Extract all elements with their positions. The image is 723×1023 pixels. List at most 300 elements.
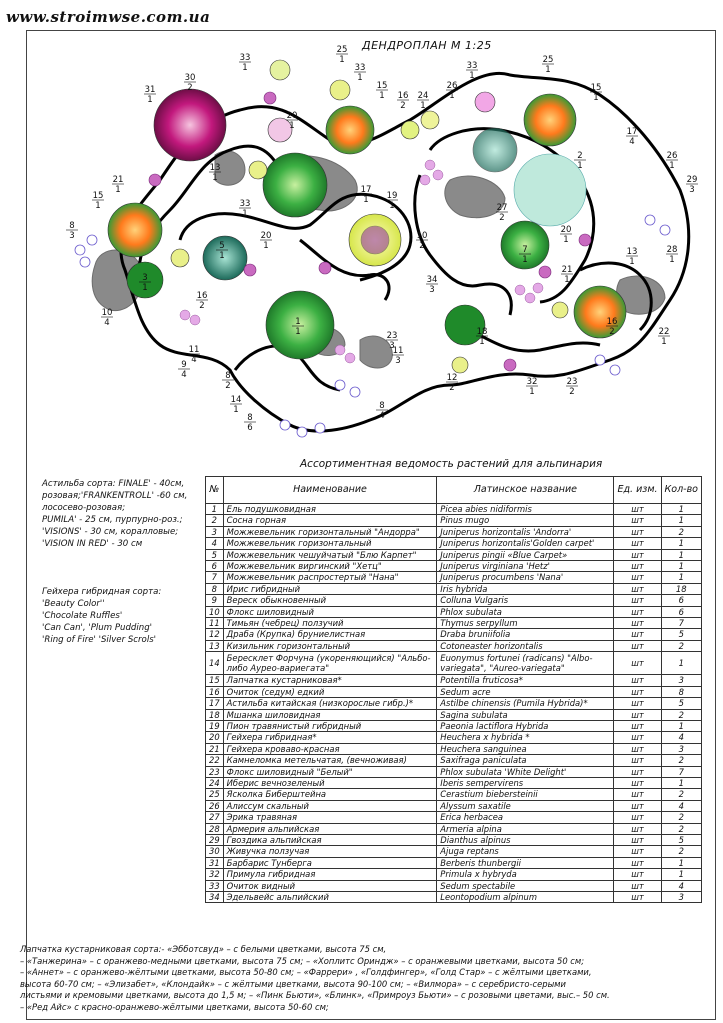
cell-num: 28 — [206, 823, 224, 834]
cell-latin: Iris hybrida — [437, 583, 614, 594]
table-row — [206, 834, 702, 845]
svg-text:4: 4 — [104, 318, 110, 328]
svg-text:3: 3 — [429, 285, 435, 295]
cell-unit: шт — [614, 549, 661, 560]
cell-num: 33 — [206, 880, 224, 891]
cell-qty: 3 — [661, 675, 701, 686]
note-line: лососево-розовая; — [42, 503, 126, 513]
table-row — [206, 640, 702, 651]
svg-text:23: 23 — [386, 331, 398, 341]
cell-num: 29 — [206, 834, 224, 845]
cell-num: 22 — [206, 755, 224, 766]
cell-qty: 1 — [661, 652, 701, 675]
callout-label — [376, 81, 388, 101]
cell-num: 27 — [206, 812, 224, 823]
cell-qty: 7 — [661, 766, 701, 777]
cell-name: Астильба китайская (низкорослые гибр.)* — [223, 698, 437, 709]
cell-qty: 8 — [661, 686, 701, 697]
cell-qty: 5 — [661, 834, 701, 845]
cell-unit: шт — [614, 652, 661, 675]
table-row — [206, 880, 702, 891]
cell-qty: 2 — [661, 709, 701, 720]
svg-text:1: 1 — [289, 121, 295, 131]
svg-text:4: 4 — [629, 137, 635, 147]
table-row — [206, 869, 702, 880]
svg-text:22: 22 — [658, 327, 670, 337]
svg-text:8: 8 — [69, 221, 75, 231]
cell-latin: Armeria alpina — [437, 823, 614, 834]
cell-name: Примула гибридная — [223, 869, 437, 880]
cell-name: Ирис гибридный — [223, 583, 437, 594]
callout-label — [542, 55, 554, 75]
cell-name: Сосна горная — [223, 515, 437, 526]
table-row — [206, 789, 702, 800]
cell-name: Кизильник горизонтальный — [223, 640, 437, 651]
plant-table — [205, 476, 702, 903]
svg-text:4: 4 — [181, 370, 187, 380]
cell-unit: шт — [614, 880, 661, 891]
cell-unit: шт — [614, 846, 661, 857]
cell-unit: шт — [614, 698, 661, 709]
svg-text:27: 27 — [496, 203, 508, 213]
svg-text:1: 1 — [219, 251, 225, 261]
svg-text:33: 33 — [466, 61, 478, 71]
svg-text:17: 17 — [360, 185, 372, 195]
cell-unit: шт — [614, 743, 661, 754]
callout-label — [239, 53, 251, 73]
note-line: розовая;'FRANKENTROLL' -60 см, — [42, 491, 188, 501]
cell-name: Ель подушковидная — [223, 504, 437, 515]
callout-label — [196, 291, 208, 311]
cell-num: 1 — [206, 504, 224, 515]
notes-heuchera — [42, 586, 210, 646]
cell-qty: 2 — [661, 755, 701, 766]
cell-num: 18 — [206, 709, 224, 720]
cell-qty: 3 — [661, 892, 701, 903]
cell-name: Можжевельник распростертый "Нана" — [223, 572, 437, 583]
cell-latin: Iberis sempervirens — [437, 777, 614, 788]
svg-text:1: 1 — [115, 185, 121, 195]
plan-title: ДЕНДРОПЛАН М 1:25 — [362, 39, 492, 52]
note-line: Астильба сорта: FINALE' - 40см, — [42, 479, 185, 489]
table-row — [206, 515, 702, 526]
cell-qty: 5 — [661, 698, 701, 709]
table-row — [206, 526, 702, 537]
svg-text:21: 21 — [561, 265, 573, 275]
cell-num: 7 — [206, 572, 224, 583]
cell-num: 34 — [206, 892, 224, 903]
cell-name: Можжевельник чешуйчатый "Блю Карпет" — [223, 549, 437, 560]
cell-latin: Sedum spectabile — [437, 880, 614, 891]
callout-label — [658, 327, 670, 347]
cell-qty: 4 — [661, 800, 701, 811]
svg-text:28: 28 — [666, 245, 678, 255]
svg-text:1: 1 — [661, 337, 667, 347]
cell-qty: 7 — [661, 618, 701, 629]
cell-name: Флокс шиловидный — [223, 606, 437, 617]
cell-unit: шт — [614, 583, 661, 594]
svg-text:16: 16 — [196, 291, 208, 301]
cell-latin: Astilbe chinensis (Pumila Hybrida)* — [437, 698, 614, 709]
svg-text:19: 19 — [386, 191, 398, 201]
cell-latin: Ajuga reptans — [437, 846, 614, 857]
svg-text:2: 2 — [609, 327, 615, 337]
cell-name: Армерия альпийская — [223, 823, 437, 834]
svg-text:21: 21 — [112, 175, 124, 185]
svg-text:20: 20 — [286, 111, 298, 121]
svg-text:1: 1 — [295, 327, 301, 337]
cell-unit: шт — [614, 572, 661, 583]
cell-latin: Alyssum saxatile — [437, 800, 614, 811]
cell-name: Алиссум скальный — [223, 800, 437, 811]
svg-text:26: 26 — [446, 81, 458, 91]
callout-label — [178, 360, 190, 380]
cell-unit: шт — [614, 857, 661, 868]
cell-num: 26 — [206, 800, 224, 811]
callout-label — [560, 225, 572, 245]
plant-groups — [108, 60, 626, 373]
cell-num: 9 — [206, 595, 224, 606]
note-line: высота 60-70 см; – «Элизабет», «Клондайк» – с жёлтыми цветками, высота 90-100 см; – «Вилмора» – с серебристо-серыми — [20, 978, 566, 989]
callout-label — [244, 413, 256, 433]
svg-text:20: 20 — [560, 225, 572, 235]
table-row — [206, 572, 702, 583]
cell-name: Ясколка Биберштейна — [223, 789, 437, 800]
cell-latin: Sedum acre — [437, 686, 614, 697]
svg-text:1: 1 — [379, 91, 385, 101]
svg-text:1: 1 — [389, 201, 395, 211]
table-header-row — [206, 477, 702, 504]
note-line: – «Танжерина» – с оранжево-медными цветками, высота 75 см; – «Хоплитс Ориндж» – с оранжевыми цветками, высота 50 см; — [20, 955, 585, 966]
cell-unit: шт — [614, 629, 661, 640]
svg-text:13: 13 — [626, 247, 638, 257]
notes-astilbe — [42, 478, 210, 550]
table-row — [206, 892, 702, 903]
svg-text:2: 2 — [187, 83, 193, 93]
svg-text:8: 8 — [225, 371, 231, 381]
svg-text:30: 30 — [184, 73, 196, 83]
callout-label — [426, 275, 438, 295]
svg-text:1: 1 — [593, 93, 599, 103]
note-line: Гейхера гибридная сорта: — [42, 587, 162, 597]
svg-text:1: 1 — [147, 95, 153, 105]
cell-unit: шт — [614, 504, 661, 515]
col-qty: Кол-во — [661, 477, 701, 504]
table-row — [206, 698, 702, 709]
svg-text:15: 15 — [590, 83, 602, 93]
cell-num: 11 — [206, 618, 224, 629]
svg-text:10: 10 — [416, 231, 428, 241]
svg-text:9: 9 — [181, 360, 187, 370]
footnote — [20, 944, 720, 1013]
cell-latin: Draba bruniifolia — [437, 629, 614, 640]
cell-unit: шт — [614, 515, 661, 526]
svg-text:1: 1 — [363, 195, 369, 205]
callout-label — [626, 247, 638, 267]
cell-qty: 1 — [661, 857, 701, 868]
svg-text:33: 33 — [354, 63, 366, 73]
table-row — [206, 618, 702, 629]
table-row — [206, 709, 702, 720]
svg-text:1: 1 — [563, 235, 569, 245]
cell-num: 30 — [206, 846, 224, 857]
cell-unit: шт — [614, 892, 661, 903]
svg-text:33: 33 — [239, 199, 251, 209]
svg-text:26: 26 — [666, 151, 678, 161]
cell-name: Барбарис Тунберга — [223, 857, 437, 868]
svg-text:31: 31 — [144, 85, 156, 95]
cell-num: 10 — [206, 606, 224, 617]
cell-num: 13 — [206, 640, 224, 651]
cell-unit: шт — [614, 675, 661, 686]
table-row — [206, 606, 702, 617]
svg-text:1: 1 — [420, 101, 426, 111]
cell-num: 21 — [206, 743, 224, 754]
callout-label — [336, 45, 348, 65]
cell-num: 3 — [206, 526, 224, 537]
note-line: 'VISIONS' - 30 см, коралловые; — [42, 527, 179, 537]
dendroplan — [40, 40, 700, 440]
cell-latin: Berberis thunbergii — [437, 857, 614, 868]
cell-name: Лапчатка кустарниковая* — [223, 675, 437, 686]
cell-name: Мшанка шиловидная — [223, 709, 437, 720]
col-unit: Ед. изм. — [614, 477, 661, 504]
cell-qty: 18 — [661, 583, 701, 594]
cell-num: 6 — [206, 561, 224, 572]
svg-text:25: 25 — [336, 45, 348, 55]
cell-qty: 4 — [661, 880, 701, 891]
table-row — [206, 857, 702, 868]
cell-latin: Pinus mugo — [437, 515, 614, 526]
svg-text:17: 17 — [626, 127, 638, 137]
cell-latin: Juniperus horizontalis 'Andorra' — [437, 526, 614, 537]
note-line: – «Аннет» – с оранжево-жёлтыми цветками, высота 50-80 см; – «Фаррери» , «Голдфингер», «Голд Стар» – с жёлтыми цветками, — [20, 967, 592, 977]
table-row — [206, 766, 702, 777]
note-line: 'Chocolate Ruffles' — [42, 611, 123, 621]
table-title: Ассортиментная ведомость растений для альпинария — [300, 458, 603, 470]
cell-latin: Erica herbacea — [437, 812, 614, 823]
cell-latin: Saxifraga paniculata — [437, 755, 614, 766]
svg-text:8: 8 — [247, 413, 253, 423]
cell-latin: Cotoneaster horizontalis — [437, 640, 614, 651]
table-row — [206, 732, 702, 743]
cell-unit: шт — [614, 766, 661, 777]
cell-unit: шт — [614, 595, 661, 606]
svg-text:3: 3 — [395, 356, 401, 366]
table-row — [206, 675, 702, 686]
svg-text:1: 1 — [295, 317, 301, 327]
cell-qty: 4 — [661, 732, 701, 743]
svg-text:2: 2 — [449, 383, 455, 393]
cell-latin: Primula x hybryda — [437, 869, 614, 880]
svg-text:1: 1 — [529, 387, 535, 397]
table-row — [206, 686, 702, 697]
cell-qty: 1 — [661, 572, 701, 583]
cell-num: 32 — [206, 869, 224, 880]
cell-name: Флокс шиловидный "Белый" — [223, 766, 437, 777]
svg-text:10: 10 — [101, 308, 113, 318]
svg-text:5: 5 — [219, 241, 225, 251]
cell-num: 24 — [206, 777, 224, 788]
cell-qty: 1 — [661, 515, 701, 526]
cell-latin: Heuchera x hybrida * — [437, 732, 614, 743]
svg-text:11: 11 — [392, 346, 404, 356]
cell-name: Можжевельник виргинский "Хетц" — [223, 561, 437, 572]
cell-name: Гвоздика альпийская — [223, 834, 437, 845]
cell-qty: 2 — [661, 846, 701, 857]
svg-text:1: 1 — [95, 201, 101, 211]
cell-name: Пион травянистый гибридный — [223, 720, 437, 731]
cell-unit: шт — [614, 755, 661, 766]
svg-text:15: 15 — [92, 191, 104, 201]
cell-qty: 6 — [661, 606, 701, 617]
svg-text:23: 23 — [566, 377, 578, 387]
table-row — [206, 538, 702, 549]
callout-label — [626, 127, 638, 147]
svg-text:20: 20 — [260, 231, 272, 241]
cell-num: 4 — [206, 538, 224, 549]
svg-text:3: 3 — [69, 231, 75, 241]
cell-num: 25 — [206, 789, 224, 800]
table-row — [206, 583, 702, 594]
cell-qty: 1 — [661, 720, 701, 731]
svg-text:1: 1 — [242, 209, 248, 219]
svg-text:1: 1 — [545, 65, 551, 75]
cell-qty: 1 — [661, 538, 701, 549]
cell-latin: Sagina subulata — [437, 709, 614, 720]
cell-num: 17 — [206, 698, 224, 709]
callout-label — [230, 395, 242, 415]
cell-name: Живучка ползучая — [223, 846, 437, 857]
cell-qty: 2 — [661, 789, 701, 800]
table-row — [206, 720, 702, 731]
table-row — [206, 561, 702, 572]
cell-unit: шт — [614, 709, 661, 720]
col-name: Наименование — [223, 477, 437, 504]
cell-name: Бересклет Форчуна (укореняющийся) "Альбо- либо Аурео-вариегата" — [223, 652, 437, 675]
callout-label — [566, 377, 578, 397]
cell-qty: 2 — [661, 812, 701, 823]
cell-num: 12 — [206, 629, 224, 640]
cell-latin: Leontopodium alpinum — [437, 892, 614, 903]
cell-latin: Juniperus horizontalis'Golden carpet' — [437, 538, 614, 549]
table-row — [206, 777, 702, 788]
cell-unit: шт — [614, 834, 661, 845]
note-line: листьями и кремовыми цветками, высота до 1,5 м; – «Пинк Бьюти», «Блинк», «Примроуз Бьюти» – с розовыми цветами, выс.– 50 см. — [20, 990, 610, 1000]
cell-qty: 1 — [661, 561, 701, 572]
callout-label — [526, 377, 538, 397]
site-url: www.stroimwse.com.ua — [6, 8, 211, 26]
cell-unit: шт — [614, 538, 661, 549]
callout-label — [260, 231, 272, 251]
cell-name: Вереск обыкновенный — [223, 595, 437, 606]
svg-text:2: 2 — [419, 241, 425, 251]
callout-label — [66, 221, 78, 241]
callout-label — [666, 245, 678, 265]
cell-unit: шт — [614, 777, 661, 788]
svg-text:1: 1 — [212, 173, 218, 183]
svg-text:1: 1 — [669, 161, 675, 171]
callout-label — [392, 346, 404, 366]
svg-text:2: 2 — [225, 381, 231, 391]
col-num: № — [206, 477, 224, 504]
note-line: PUMILA' - 25 см, пурпурно-роз.; — [42, 515, 183, 525]
svg-text:1: 1 — [233, 405, 239, 415]
cell-latin: Phlox subulata 'White Delight' — [437, 766, 614, 777]
cell-qty: 2 — [661, 823, 701, 834]
note-line: 'Beauty Color'' — [42, 599, 105, 609]
svg-text:1: 1 — [479, 337, 485, 347]
cell-num: 14 — [206, 652, 224, 675]
cell-num: 8 — [206, 583, 224, 594]
cell-latin: Euonymus fortunei (radicans) "Albo-variegata", "Aureo-variegata" — [437, 652, 614, 675]
svg-text:8: 8 — [379, 401, 385, 411]
svg-text:18: 18 — [476, 327, 488, 337]
cell-num: 31 — [206, 857, 224, 868]
col-latin: Латинское название — [437, 477, 614, 504]
table-row — [206, 755, 702, 766]
table-row — [206, 743, 702, 754]
cell-num: 19 — [206, 720, 224, 731]
svg-text:7: 7 — [522, 245, 528, 255]
svg-text:29: 29 — [686, 175, 698, 185]
svg-text:1: 1 — [522, 255, 528, 265]
cell-num: 2 — [206, 515, 224, 526]
cell-unit: шт — [614, 606, 661, 617]
cell-unit: шт — [614, 686, 661, 697]
cell-unit: шт — [614, 823, 661, 834]
svg-text:12: 12 — [446, 373, 458, 383]
svg-text:1: 1 — [669, 255, 675, 265]
cell-unit: шт — [614, 526, 661, 537]
cell-latin: Picea abies nidiformis — [437, 504, 614, 515]
svg-text:1: 1 — [242, 63, 248, 73]
note-line: 'Ring of Fire' 'Silver Scrols' — [42, 635, 157, 645]
cell-num: 16 — [206, 686, 224, 697]
cell-qty: 3 — [661, 743, 701, 754]
cell-name: Очиток (седум) едкий — [223, 686, 437, 697]
cell-latin: Juniperus procumbens 'Nana' — [437, 572, 614, 583]
cell-name: Можжевельник горизонтальный "Андорра" — [223, 526, 437, 537]
cell-unit: шт — [614, 561, 661, 572]
svg-text:1: 1 — [263, 241, 269, 251]
callout-label — [354, 63, 366, 83]
svg-text:2: 2 — [499, 213, 505, 223]
svg-text:1: 1 — [469, 71, 475, 81]
svg-text:16: 16 — [397, 91, 409, 101]
svg-text:32: 32 — [526, 377, 538, 387]
cell-name: Иберис вечнозеленый — [223, 777, 437, 788]
cell-latin: Cerastium biebersteinii — [437, 789, 614, 800]
svg-text:13: 13 — [209, 163, 221, 173]
cell-latin: Heuchera sanguinea — [437, 743, 614, 754]
svg-text:1: 1 — [577, 161, 583, 171]
svg-text:33: 33 — [239, 53, 251, 63]
note-line: Лапчатка кустарниковая сорта:- «Эбботсвуд» – с белыми цветками, высота 75 см, — [20, 944, 387, 954]
cell-num: 5 — [206, 549, 224, 560]
svg-text:15: 15 — [376, 81, 388, 91]
cell-unit: шт — [614, 812, 661, 823]
svg-text:6: 6 — [247, 423, 253, 433]
cell-qty: 2 — [661, 526, 701, 537]
callout-label — [112, 175, 124, 195]
cell-qty: 2 — [661, 640, 701, 651]
svg-text:1: 1 — [629, 257, 635, 267]
cell-qty: 6 — [661, 595, 701, 606]
svg-text:3: 3 — [689, 185, 695, 195]
table-row — [206, 652, 702, 675]
cell-name: Камнеломка метельчатая, (вечноживая) — [223, 755, 437, 766]
